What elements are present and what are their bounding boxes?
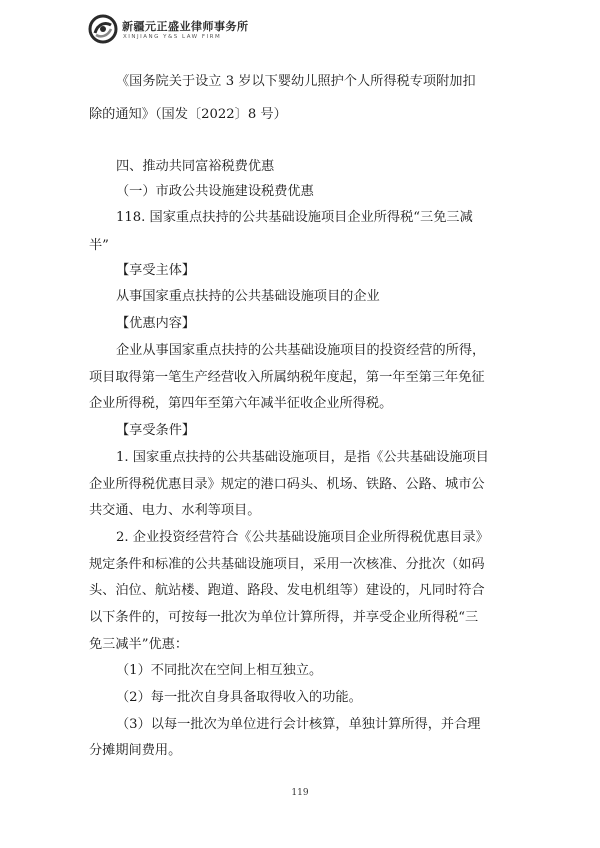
text-line: 企业所得税优惠目录》规定的港口码头、机场、铁路、公路、城市公 — [89, 477, 485, 492]
item-title-cont: 半” — [89, 238, 109, 253]
text-line: 分摊期间费用。 — [89, 743, 182, 758]
text-line: 1. 国家重点扶持的公共基础设施项目，是指《公共基础设施项目 — [116, 450, 489, 465]
text-line: 共交通、电力、水利等项目。 — [89, 503, 261, 518]
text-line: （3）以每一批次为单位进行会计核算，单独计算所得，并合理 — [116, 717, 481, 732]
label-beneficiary: 【享受主体】 — [116, 263, 196, 278]
page-number: 119 — [291, 788, 309, 798]
text-line: 以下条件的，可按每一批次为单位计算所得，并享受企业所得税“三 — [89, 610, 479, 625]
text-line: 规定条件和标准的公共基础设施项目，采用一次核准、分批次（如码 — [89, 557, 485, 572]
text-line: （1）不同批次在空间上相互独立。 — [116, 663, 323, 678]
text-line: 企业所得税，第四年至第六年减半征收企业所得税。 — [89, 396, 393, 411]
firm-name-cn: 新疆元正盛业律师事务所 — [122, 20, 249, 33]
text-line: （2）每一批次自身具备取得收入的功能。 — [116, 690, 362, 705]
label-content: 【优惠内容】 — [116, 316, 196, 331]
item-title: 118. 国家重点扶持的公共基础设施项目企业所得税“三免三减 — [116, 210, 473, 225]
text-line: 《国务院关于设立 3 岁以下婴幼儿照护个人所得税专项附加扣 — [116, 74, 476, 89]
text-line: 企业从事国家重点扶持的公共基础设施项目的投资经营的所得， — [116, 343, 486, 358]
text-line: 头、泊位、航站楼、跑道、路段、发电机组等）建设的，凡同时符合 — [89, 583, 485, 598]
subsection-heading: （一）市政公共设施建设税费优惠 — [116, 184, 314, 199]
page-header — [88, 14, 388, 54]
firm-name-en: XINJIANG Y&S LAW FIRM — [123, 34, 222, 40]
text-line: 免三减半”优惠： — [89, 637, 189, 652]
text-line: 从事国家重点扶持的公共基础设施项目的企业 — [116, 289, 380, 304]
text-line: 2. 企业投资经营符合《公共基础设施项目企业所得税优惠目录》 — [116, 530, 489, 545]
section-heading: 四、推动共同富裕税费优惠 — [116, 159, 275, 174]
label-conditions: 【享受条件】 — [116, 423, 196, 438]
firm-logo-icon — [88, 14, 118, 44]
text-line: 项目取得第一笔生产经营收入所属纳税年度起，第一年至第三年免征 — [89, 370, 485, 385]
text-line: 除的通知》（国发〔2022〕8 号） — [89, 107, 287, 122]
